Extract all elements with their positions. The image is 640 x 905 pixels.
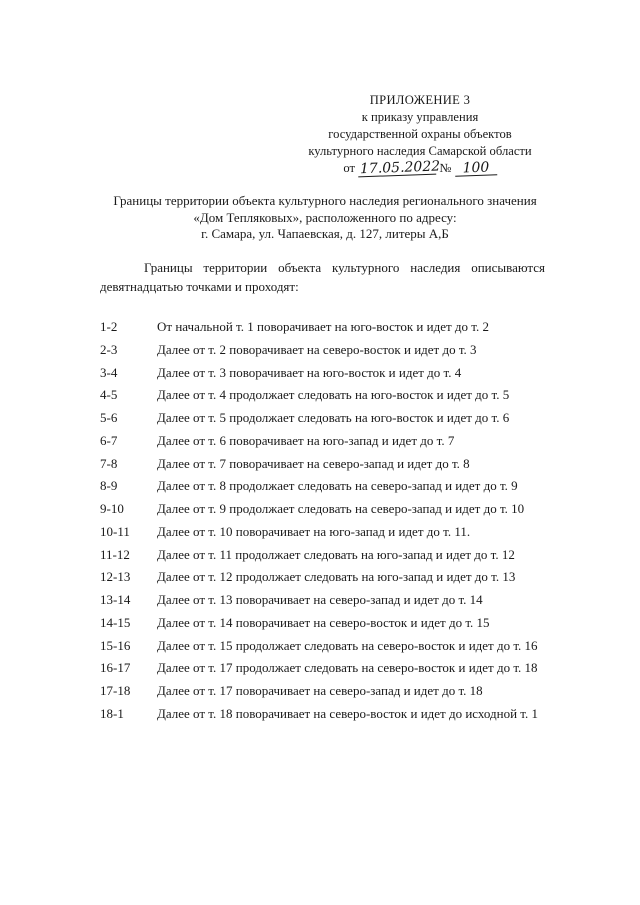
boundary-row [100, 475, 570, 498]
segment-code: 9-10 [100, 501, 124, 516]
segment-code: 3-4 [100, 364, 118, 380]
segment-code: 14-15 [100, 614, 131, 630]
segment-description: Далее от т. 12 продолжает следовать на юго-запад и идет до т. 13 [157, 569, 516, 585]
segment-description: Далее от т. 3 поворачивает на юго-восток и идет до т. 4 [157, 364, 462, 380]
document-heading [100, 193, 550, 243]
segment-description: Далее от т. 14 поворачивает на северо-восток и идет до т. 15 [157, 614, 490, 630]
segment-description: Далее от т. 13 поворачивает на северо-запад и идет до т. 14 [157, 592, 483, 607]
boundary-list [100, 316, 570, 726]
boundary-row [100, 612, 570, 635]
segment-description: Далее от т. 11 продолжает следовать на юго-запад и идет до т. 12 [157, 546, 515, 562]
boundary-row [100, 635, 570, 658]
boundary-row [100, 703, 570, 726]
boundary-row [100, 384, 570, 407]
segment-code: 18-1 [100, 705, 124, 721]
segment-code: 13-14 [100, 592, 131, 607]
boundary-row [100, 453, 570, 476]
segment-description: Далее от т. 9 продолжает следовать на северо-запад и идет до т. 10 [157, 501, 525, 516]
heading-line-2: «Дом Тепляковых», расположенного по адресу: [193, 209, 457, 225]
from-label: от [343, 161, 356, 175]
segment-code: 5-6 [100, 410, 118, 425]
heading-line-3: г. Самара, ул. Чапаевская, д. 127, литеры А,Б [201, 226, 449, 241]
heading-line-1: Границы территории объекта культурного наследия регионального значения [113, 193, 537, 208]
boundary-row [100, 498, 570, 521]
appendix-block [290, 92, 550, 177]
segment-description: От начальной т. 1 поворачивает на юго-восток и идет до т. 2 [157, 319, 489, 334]
segment-description: Далее от т. 10 поворачивает на юго-запад и идет до т. 11. [157, 523, 471, 539]
appendix-line-1: к приказу управления [361, 110, 479, 124]
intro-paragraph [100, 258, 545, 296]
segment-code: 1-2 [100, 319, 118, 334]
segment-code: 15-16 [100, 637, 131, 653]
segment-code: 17-18 [100, 683, 131, 698]
appendix-line-2: государственной охраны объектов [328, 127, 512, 141]
boundary-row [100, 589, 570, 612]
segment-code: 7-8 [100, 455, 118, 471]
segment-description: Далее от т. 2 поворачивает на северо-восток и идет до т. 3 [157, 341, 477, 357]
number-label: № [439, 161, 452, 175]
order-date-line [290, 160, 550, 177]
handwritten-number: 100 [454, 160, 496, 176]
segment-code: 12-13 [100, 569, 131, 585]
boundary-row [100, 521, 570, 544]
boundary-row [100, 407, 570, 430]
boundary-row [100, 362, 570, 385]
appendix-line-3: культурного наследия Самарской области [308, 144, 532, 158]
segment-description: Далее от т. 4 продолжает следовать на юго-восток и идет до т. 5 [157, 387, 510, 403]
segment-code: 8-9 [100, 478, 118, 494]
segment-code: 16-17 [100, 660, 131, 676]
appendix-title: ПРИЛОЖЕНИЕ 3 [369, 93, 471, 107]
segment-code: 6-7 [100, 432, 118, 448]
segment-code: 4-5 [100, 387, 118, 403]
segment-code: 11-12 [100, 546, 130, 562]
segment-description: Далее от т. 18 поворачивает на северо-восток и идет до исходной т. 1 [157, 705, 538, 721]
segment-code: 2-3 [100, 341, 118, 357]
segment-code: 10-11 [100, 523, 130, 539]
boundary-row [100, 316, 570, 339]
segment-description: Далее от т. 7 поворачивает на северо-запад и идет до т. 8 [157, 455, 470, 471]
intro-line-2: девятнадцатью точками и проходят: [100, 279, 299, 294]
handwritten-date: 17.05.2022 [359, 158, 441, 178]
intro-line-1: Границы территории объекта культурного наследия описываются [144, 260, 545, 275]
segment-description: Далее от т. 17 продолжает следовать на северо-восток и идет до т. 18 [157, 660, 538, 676]
boundary-row [100, 566, 570, 589]
segment-description: Далее от т. 6 поворачивает на юго-запад и идет до т. 7 [157, 432, 455, 448]
segment-description: Далее от т. 17 поворачивает на северо-запад и идет до т. 18 [157, 683, 483, 698]
segment-description: Далее от т. 5 продолжает следовать на юго-восток и идет до т. 6 [157, 410, 510, 425]
boundary-row [100, 430, 570, 453]
boundary-row [100, 680, 570, 703]
segment-description: Далее от т. 8 продолжает следовать на северо-запад и идет до т. 9 [157, 478, 518, 494]
segment-description: Далее от т. 15 продолжает следовать на северо-восток и идет до т. 16 [157, 637, 538, 653]
boundary-row [100, 657, 570, 680]
boundary-row [100, 339, 570, 362]
boundary-row [100, 544, 570, 567]
